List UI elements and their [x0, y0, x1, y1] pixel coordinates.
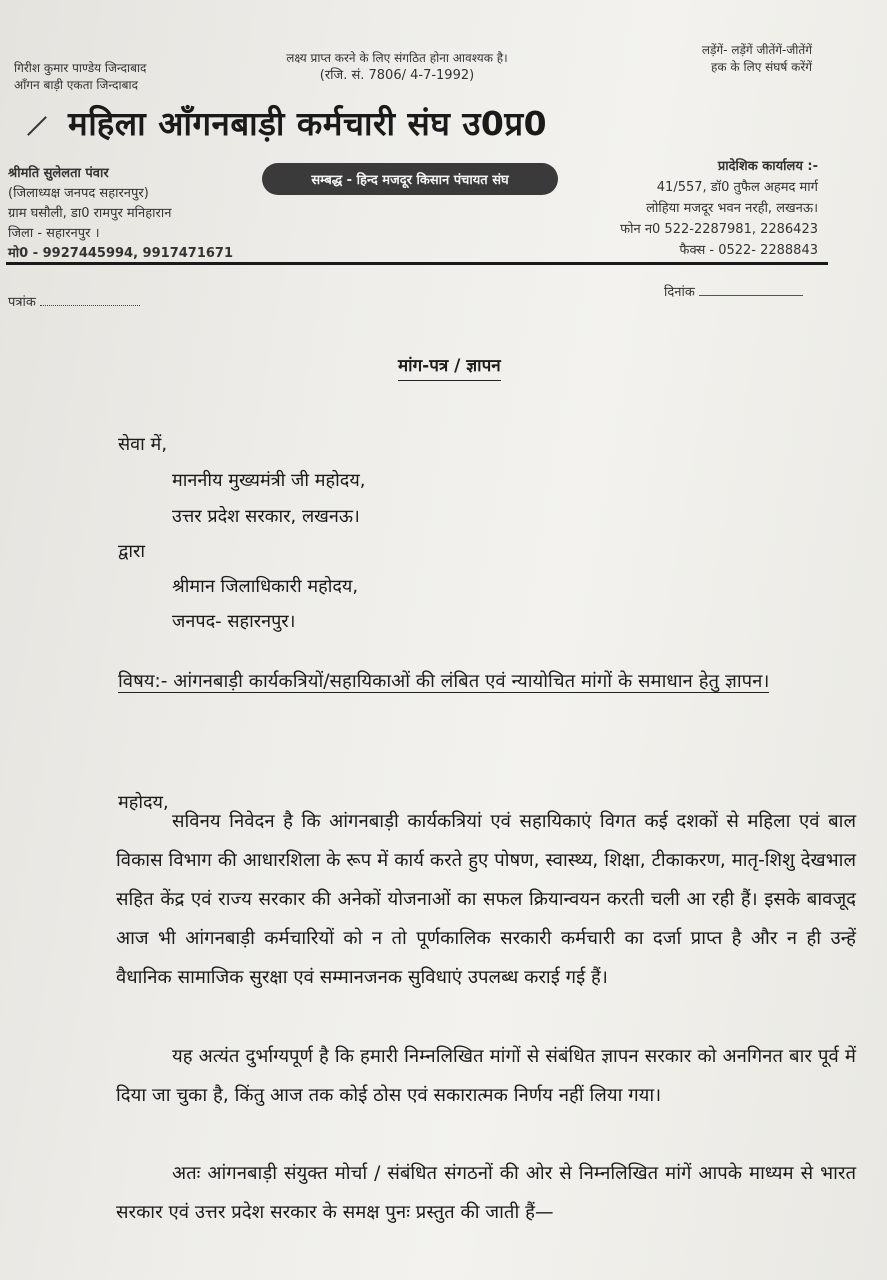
- date-field: [664, 284, 803, 301]
- office-address-2: लोहिया मजदूर भवन नरही, लखनऊ।: [646, 201, 818, 216]
- date-blank: [699, 295, 803, 296]
- to-label: सेवा में,: [118, 434, 168, 455]
- president-address: ग्राम घसौली, डा0 रामपुर मनिहारान: [8, 206, 172, 221]
- salutation: महोदय,: [118, 792, 169, 813]
- slogan-right-2: हक के लिए संघर्ष करेंगें: [711, 60, 812, 74]
- motto-line: लक्ष्य प्राप्त करने के लिए संगठित होना आवश्यक है।: [286, 51, 508, 65]
- header-divider: [6, 262, 828, 265]
- addressee-line-2: उत्तर प्रदेश सरकार, लखनऊ।: [172, 506, 360, 527]
- slogan-left-2: आँगन बाड़ी एकता जिन्दाबाद: [14, 78, 138, 92]
- president-role: (जिलाध्यक्ष जनपद सहारनपुर): [8, 186, 149, 201]
- letter-heading: मांग-पत्र / ज्ञापन: [398, 353, 501, 381]
- reference-field: [8, 294, 140, 311]
- via-line-1: श्रीमान जिलाधिकारी महोदय,: [172, 576, 359, 597]
- header-right-slogans: [600, 42, 812, 76]
- date-label: दिनांक: [664, 285, 695, 300]
- addressee-line-1: माननीय मुख्यमंत्री जी महोदय,: [172, 470, 366, 491]
- subject-text: विषय:- आंगनबाड़ी कार्यकत्रियों/सहायिकाओं की लंबित एवं न्यायोचित मांगों के समाधान हेतु ज्ञापन।: [118, 671, 770, 692]
- slogan-right-1: लड़ेंगें- लड़ेंगें जीतेंगें-जीतेंगें: [701, 43, 812, 57]
- reference-label: पत्रांक: [8, 295, 36, 310]
- organization-title: महिला आँगनबाड़ी कर्मचारी संघ उ0प्र0: [68, 104, 548, 143]
- president-district: जिला - सहारनपुर ।: [8, 226, 100, 241]
- header-left-slogans: [14, 60, 146, 94]
- registration-number: (रजि. सं. 7806/ 4-7-1992): [319, 68, 475, 83]
- pen-mark: [27, 116, 47, 136]
- via-line-2: जनपद- सहारनपुर।: [172, 611, 296, 632]
- office-address-1: 41/557, डॉ0 तुफैल अहमद मार्ग: [656, 180, 818, 195]
- header-center-motto: [232, 50, 562, 84]
- president-phone: मो0 - 9927445994, 9917471671: [8, 246, 234, 261]
- office-label: प्रादेशिक कार्यालय :-: [717, 159, 818, 174]
- office-phone: फोन न0 522-2287981, 2286423: [620, 222, 818, 237]
- subject-line: [118, 663, 846, 701]
- paragraph-2: यह अत्यंत दुर्भाग्यपूर्ण है कि हमारी निम्नलिखित मांगों से संबंधित ज्ञापन सरकार को अनगिनत बार पूर्व में दिया जा चुका है, किंतु आज तक कोई ठोस एवं सकारात्मक निर्णय नहीं लिया गया।: [116, 1046, 856, 1106]
- president-name: श्रीमति सुलेलता पंवार: [8, 166, 109, 181]
- affiliation-badge: सम्बद्ध - हिन्द मजदूर किसान पंचायत संघ: [262, 163, 558, 195]
- office-fax: फैक्स - 0522- 2288843: [679, 243, 818, 258]
- district-president-block: [8, 164, 233, 264]
- paragraph-1: सविनय निवेदन है कि आंगनबाड़ी कार्यकत्रियां एवं सहायिकाएं विगत कई दशकों से महिला एवं बाल विकास विभाग की आधारशिला के रूप में कार्य करते हुए पोषण, स्वास्थ्य, शिक्षा, टीकाकरण, मातृ-शिशु देखभाल सहित केंद्र एवं राज्य सरकार की अनेकों योजनाओं का सफल क्रियान्वयन करती चली आ रही हैं। इसके बावजूद आज भी आंगनबाड़ी कर्मचारियों को न तो पूर्णकालिक सरकारी कर्मचारी का दर्जा प्राप्त है और न ही उन्हें वैधानिक सामाजिक सुरक्षा एवं सम्मानजनक सुविधाएं उपलब्ध कराई गई हैं।: [116, 811, 856, 988]
- office-block: [560, 156, 818, 261]
- via-label: द्वारा: [118, 541, 146, 562]
- reference-blank: [40, 304, 140, 306]
- paragraph-3: अतः आंगनबाड़ी संयुक्त मोर्चा / संबंधित संगठनों की ओर से निम्नलिखित मांगें आपके माध्यम से भारत सरकार एवं उत्तर प्रदेश सरकार के समक्ष पुनः प्रस्तुत की जाती हैं—: [116, 1163, 856, 1223]
- slogan-left-1: गिरीश कुमार पाण्डेय जिन्दाबाद: [14, 61, 147, 75]
